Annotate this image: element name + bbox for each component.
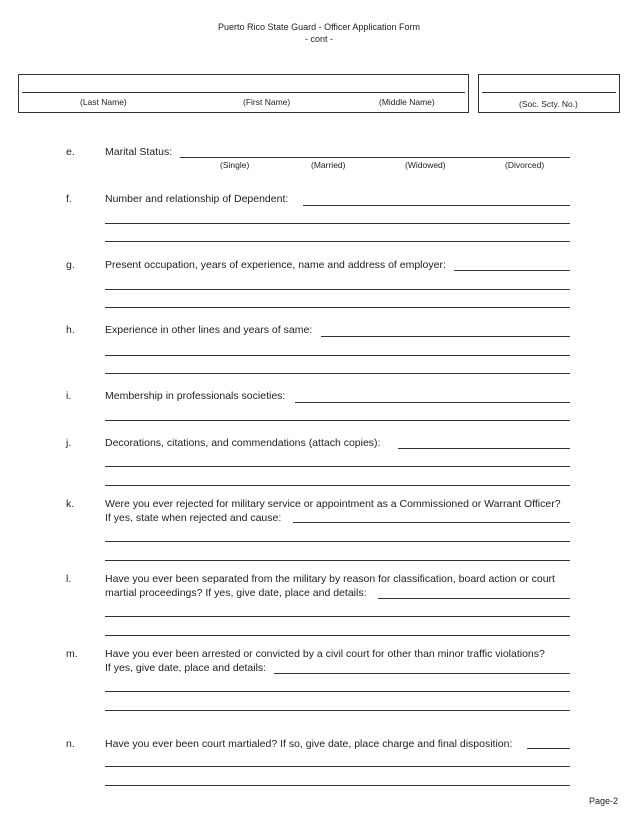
- experience-line-3[interactable]: [105, 373, 570, 374]
- marital-option-divorced: (Divorced): [505, 160, 545, 170]
- experience-label: Experience in other lines and years of same:: [105, 324, 313, 336]
- occupation-label: Present occupation, years of experience, name and address of employer:: [105, 259, 446, 271]
- name-input-line[interactable]: [22, 92, 465, 93]
- rejected-followup: If yes, state when rejected and cause:: [105, 512, 282, 524]
- item-n-letter: n.: [66, 738, 75, 750]
- rejected-line-3[interactable]: [105, 560, 570, 561]
- occupation-line-1[interactable]: [454, 270, 570, 271]
- last-name-caption: (Last Name): [80, 97, 127, 107]
- separated-question: Have you ever been separated from the military by reason for classification, board action or court: [105, 573, 555, 585]
- form-title: Puerto Rico State Guard - Officer Application Form: [218, 22, 420, 32]
- arrested-followup: If yes, give date, place and details:: [105, 662, 267, 674]
- court-martial-line-3[interactable]: [105, 785, 570, 786]
- experience-line-2[interactable]: [105, 355, 570, 356]
- membership-label: Membership in professionals societies:: [105, 390, 286, 402]
- occupation-line-3[interactable]: [105, 307, 570, 308]
- item-f-letter: f.: [66, 193, 72, 205]
- arrested-line-2[interactable]: [105, 691, 570, 692]
- separated-followup: martial proceedings? If yes, give date, place and details:: [105, 587, 367, 599]
- marital-option-widowed: (Widowed): [405, 160, 446, 170]
- court-martial-question: Have you ever been court martialed? If so, give date, place charge and final disposition:: [105, 738, 513, 750]
- item-e-letter: e.: [66, 146, 75, 158]
- item-j-letter: j.: [66, 437, 72, 449]
- arrested-question: Have you ever been arrested or convicted by a civil court for other than minor traffic violations?: [105, 648, 545, 660]
- item-m-letter: m.: [66, 648, 78, 660]
- separated-line-3[interactable]: [105, 635, 570, 636]
- item-l-letter: l.: [66, 573, 72, 585]
- rejected-question: Were you ever rejected for military service or appointment as a Commissioned or Warrant Officer?: [105, 498, 561, 510]
- arrested-line-1[interactable]: [274, 673, 570, 674]
- item-i-letter: i.: [66, 390, 72, 402]
- name-box: [18, 74, 469, 113]
- item-h-letter: h.: [66, 324, 75, 336]
- rejected-line-1[interactable]: [293, 522, 570, 523]
- item-g-letter: g.: [66, 259, 75, 271]
- decorations-label: Decorations, citations, and commendations (attach copies):: [105, 437, 381, 449]
- middle-name-caption: (Middle Name): [379, 97, 435, 107]
- marital-option-single: (Single): [220, 160, 250, 170]
- marital-option-married: (Married): [311, 160, 346, 170]
- dependents-label: Number and relationship of Dependent:: [105, 193, 289, 205]
- separated-line-1[interactable]: [378, 598, 570, 599]
- court-martial-line-2[interactable]: [105, 766, 570, 767]
- item-k-letter: k.: [66, 498, 75, 510]
- separated-line-2[interactable]: [105, 616, 570, 617]
- decorations-line-2[interactable]: [105, 466, 570, 467]
- ssn-input-line[interactable]: [482, 92, 616, 93]
- ssn-caption: (Soc. Scty. No.): [519, 99, 578, 109]
- form-subtitle: - cont -: [304, 34, 333, 44]
- dependents-line-2[interactable]: [105, 223, 570, 224]
- arrested-line-3[interactable]: [105, 710, 570, 711]
- marital-status-label: Marital Status:: [105, 146, 173, 158]
- dependents-line-1[interactable]: [303, 205, 570, 206]
- court-martial-line-1[interactable]: [527, 748, 570, 749]
- decorations-line-1[interactable]: [398, 448, 570, 449]
- decorations-line-3[interactable]: [105, 485, 570, 486]
- occupation-line-2[interactable]: [105, 289, 570, 290]
- marital-status-line[interactable]: [180, 157, 570, 158]
- page-number: Page-2: [589, 796, 619, 806]
- rejected-line-2[interactable]: [105, 541, 570, 542]
- membership-line-2[interactable]: [105, 420, 570, 421]
- experience-line-1[interactable]: [321, 336, 570, 337]
- first-name-caption: (First Name): [243, 97, 291, 107]
- membership-line-1[interactable]: [295, 402, 570, 403]
- dependents-line-3[interactable]: [105, 241, 570, 242]
